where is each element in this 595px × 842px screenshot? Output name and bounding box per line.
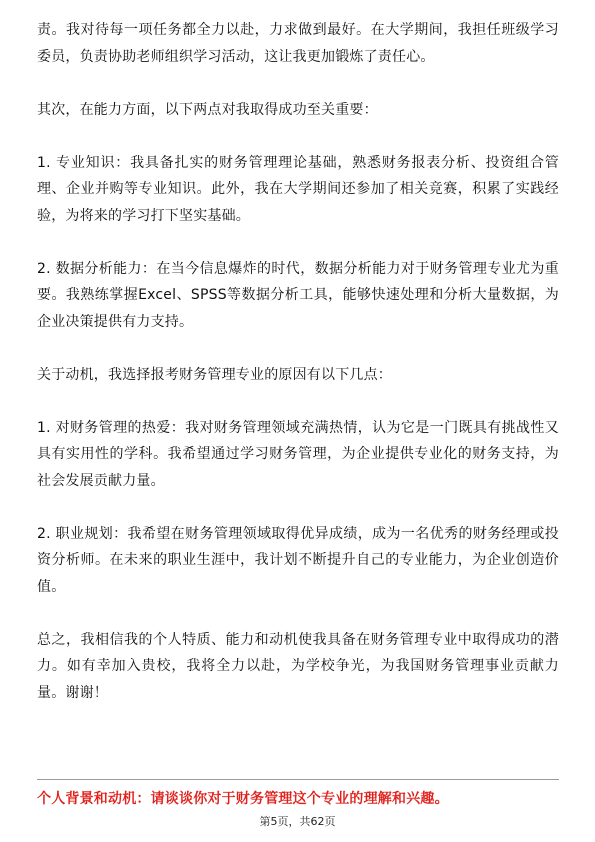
page-number: 第5页，共62页	[259, 815, 336, 828]
paragraph-professional-knowledge: 1. 专业知识：我具备扎实的财务管理理论基础，熟悉财务报表分析、投资组合管理、企业并购等专业知识。此外，我在大学期间还参加了相关竞赛，积累了实践经验，为将来的学习打下坚实基础。	[37, 154, 559, 224]
paragraph-responsibility: 责。我对待每一项任务都全力以赴，力求做到最好。在大学期间，我担任班级学习委员，负责协助老师组织学习活动，这让我更加锻炼了责任心。	[37, 22, 559, 65]
paragraph-motivation-intro: 关于动机，我选择报考财务管理专业的原因有以下几点：	[37, 366, 392, 383]
paragraph-passion: 1. 对财务管理的热爱：我对财务管理领域充满热情，认为它是一门既具有挑战性又具有实用性的学科。我希望通过学习财务管理，为企业提供专业化的财务支持，为社会发展贡献力量。	[37, 419, 559, 489]
paragraph-ability-intro: 其次，在能力方面，以下两点对我取得成功至关重要：	[37, 101, 378, 118]
question-heading: 个人背景和动机：请谈谈你对于财务管理这个专业的理解和兴趣。	[37, 791, 449, 807]
paragraph-career-plan: 2. 职业规划：我希望在财务管理领域取得优异成绩，成为一名优秀的财务经理或投资分析师。在未来的职业生涯中，我计划不断提升自己的专业能力，为企业创造价值。	[37, 525, 559, 595]
paragraph-conclusion: 总之，我相信我的个人特质、能力和动机使我具备在财务管理专业中取得成功的潜力。如有幸加入贵校，我将全力以赴，为学校争光，为我国财务管理事业贡献力量。谢谢！	[37, 631, 559, 701]
divider	[37, 779, 559, 780]
paragraph-data-analysis: 2. 数据分析能力：在当今信息爆炸的时代，数据分析能力对于财务管理专业尤为重要。我熟练掌握Excel、SPSS等数据分析工具，能够快速处理和分析大量数据，为企业决策提供有力支持。	[37, 260, 559, 330]
body-text	[37, 17, 559, 706]
